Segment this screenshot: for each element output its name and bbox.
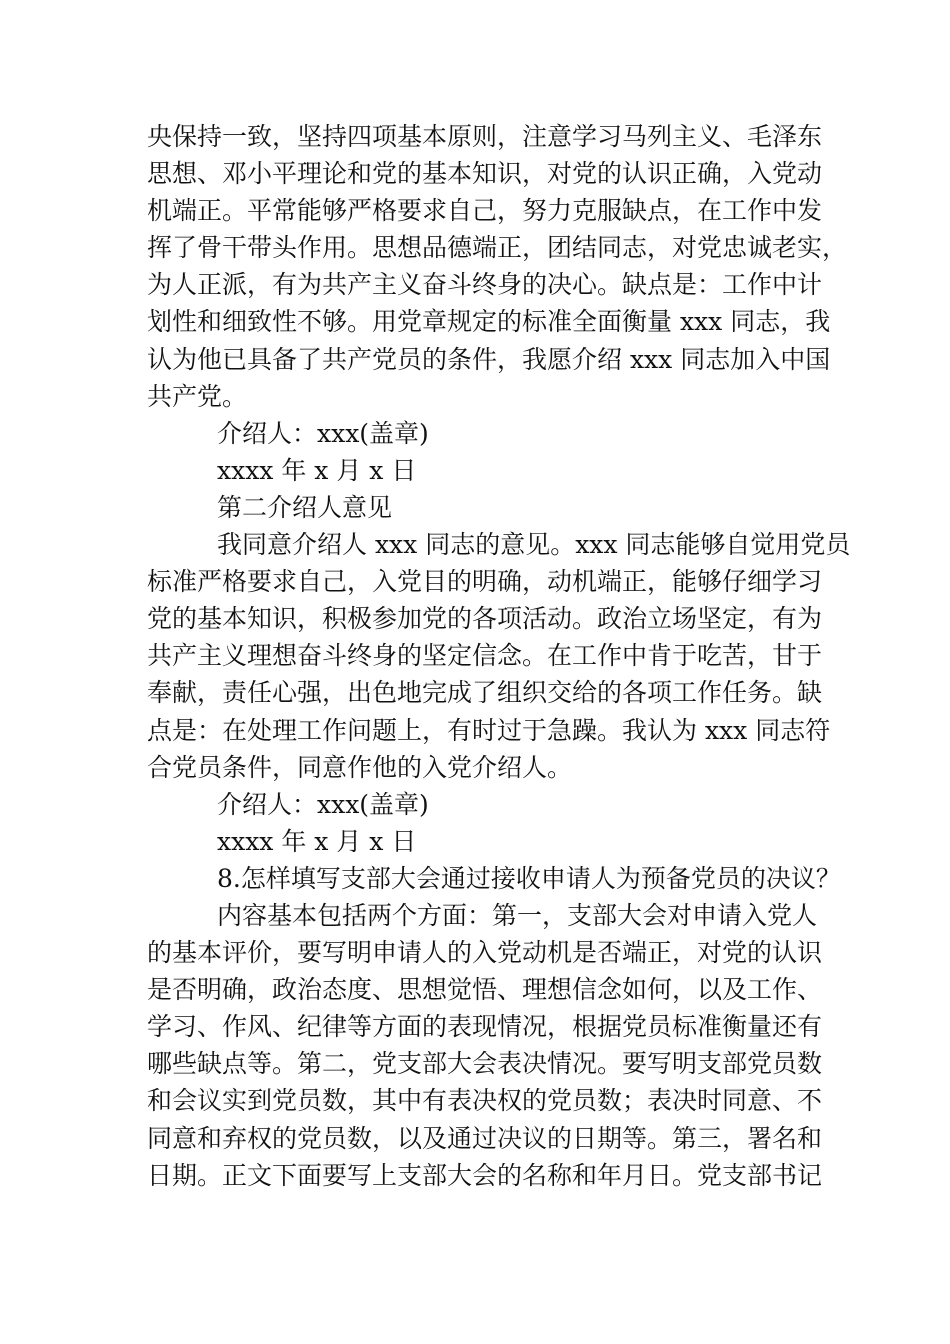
text-line: 8.怎样填写支部大会通过接收申请人为预备党员的决议？ <box>217 863 841 893</box>
text-line: 思想、邓小平理论和党的基本知识，对党的认识正确，入党动 <box>147 159 823 189</box>
text-line: 日期。正文下面要写上支部大会的名称和年月日。党支部书记 <box>147 1160 823 1190</box>
text-line: 的基本评价，要写明申请人的入党动机是否端正，对党的认识 <box>147 938 823 968</box>
document-body <box>147 118 851 1194</box>
text-line: 共产主义理想奋斗终身的坚定信念。在工作中肯于吃苦，甘于 <box>147 641 823 671</box>
text-line: 介绍人：xxx(盖章) <box>217 418 429 448</box>
text-line: 第二介绍人意见 <box>217 492 393 522</box>
text-line: 哪些缺点等。第二，党支部大会表决情况。要写明支部党员数 <box>147 1049 823 1079</box>
text-line: 机端正。平常能够严格要求自己，努力克服缺点，在工作中发 <box>147 196 823 226</box>
text-line: 同意和弃权的党员数，以及通过决议的日期等。第三，署名和 <box>147 1123 823 1153</box>
text-line: 点是：在处理工作问题上，有时过于急躁。我认为 xxx 同志符 <box>147 715 831 745</box>
text-line: 介绍人：xxx(盖章) <box>217 789 429 819</box>
text-line: 学习、作风、纪律等方面的表现情况，根据党员标准衡量还有 <box>147 1012 823 1042</box>
text-line: 内容基本包括两个方面：第一，支部大会对申请入党人 <box>217 900 818 930</box>
text-line: 划性和细致性不够。用党章规定的标准全面衡量 xxx 同志，我 <box>147 307 831 337</box>
text-line: 奉献，责任心强，出色地完成了组织交给的各项工作任务。缺 <box>147 678 823 708</box>
text-line: 标准严格要求自己，入党目的明确，动机端正，能够仔细学习 <box>147 567 823 597</box>
text-line: 是否明确，政治态度、思想觉悟、理想信念如何，以及工作、 <box>147 975 823 1005</box>
text-line: 党的基本知识，积极参加党的各项活动。政治立场坚定，有为 <box>147 604 823 634</box>
text-line: 我同意介绍人 xxx 同志的意见。xxx 同志能够自觉用党员 <box>217 530 851 560</box>
text-line: xxxx 年 x 月 x 日 <box>217 826 417 856</box>
text-line: 和会议实到党员数，其中有表决权的党员数；表决时同意、不 <box>147 1086 823 1116</box>
text-line: 央保持一致，坚持四项基本原则，注意学习马列主义、毛泽东 <box>147 122 823 151</box>
text-line: 为人正派，有为共产主义奋斗终身的决心。缺点是：工作中计 <box>147 270 823 300</box>
text-line: 共产党。 <box>147 381 248 411</box>
text-line: 认为他已具备了共产党员的条件，我愿介绍 xxx 同志加入中国 <box>147 344 831 374</box>
text-line: 合党员条件，同意作他的入党介绍人。 <box>147 752 573 782</box>
text-line: 挥了骨干带头作用。思想品德端正，团结同志，对党忠诚老实， <box>147 233 848 263</box>
text-line: xxxx 年 x 月 x 日 <box>217 455 417 485</box>
